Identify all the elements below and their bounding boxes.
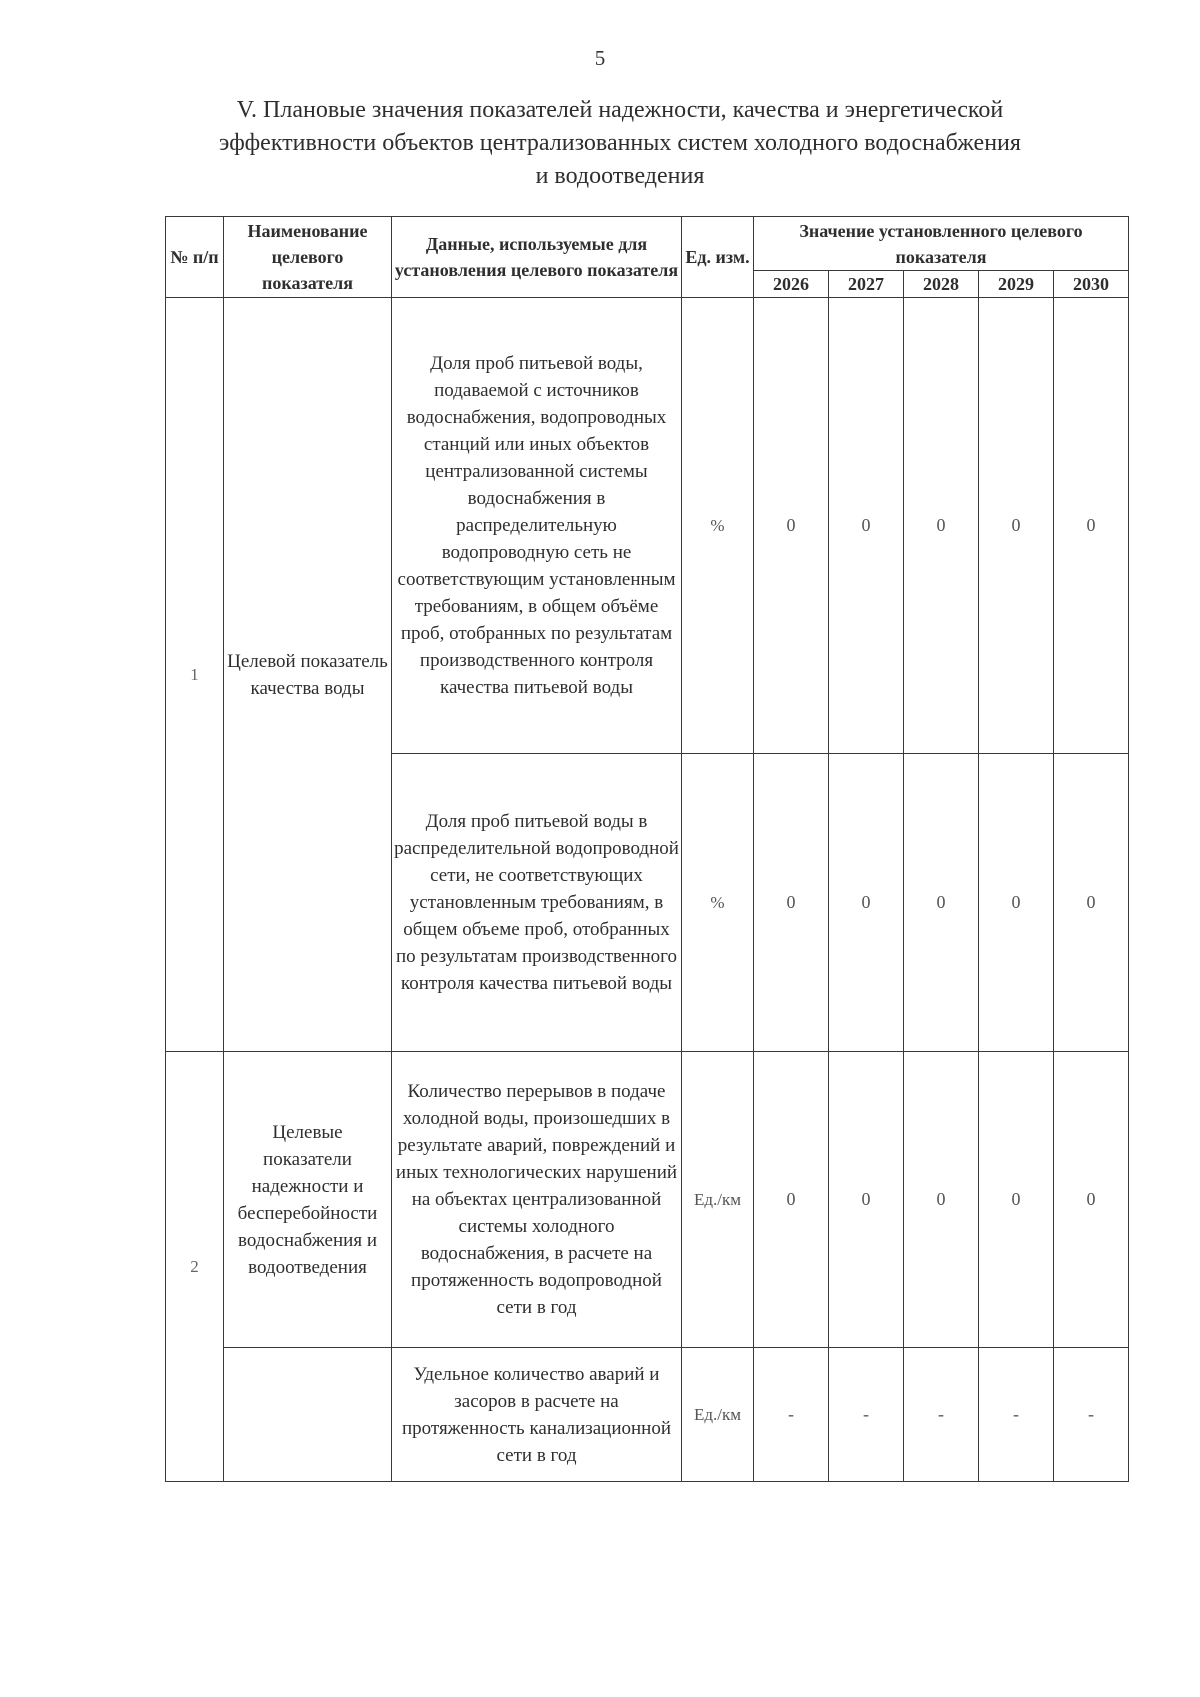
- unit-cell: %: [682, 754, 754, 1052]
- value-cell: 0: [829, 1052, 904, 1348]
- section-title-line-1: V. Плановые значения показателей надежности, качества и энергетической: [236, 97, 1004, 123]
- value-cell: -: [754, 1348, 829, 1482]
- header-target-value: Значение установленного целевого показателя: [754, 217, 1129, 271]
- value-cell: 0: [1054, 754, 1129, 1052]
- section-title-line-3: и водоотведения: [535, 163, 705, 189]
- section-title: [170, 94, 1070, 193]
- header-year: 2027: [829, 271, 904, 298]
- header-year: 2030: [1054, 271, 1129, 298]
- value-cell: -: [829, 1348, 904, 1482]
- value-cell: 0: [754, 754, 829, 1052]
- unit-cell: %: [682, 298, 754, 754]
- header-number: № п/п: [166, 217, 224, 298]
- header-year: 2028: [904, 271, 979, 298]
- indicators-table: [165, 216, 1129, 1482]
- value-cell: -: [1054, 1348, 1129, 1482]
- value-cell: -: [979, 1348, 1054, 1482]
- value-cell: 0: [829, 754, 904, 1052]
- header-indicator-name: Наименование целевого показателя: [224, 217, 392, 298]
- header-year: 2029: [979, 271, 1054, 298]
- indicator-name: Целевой показатель качества воды: [224, 298, 392, 1052]
- table-row: [166, 298, 1129, 754]
- section-title-line-2: эффективности объектов централизованных систем холодного водоснабжения: [219, 130, 1021, 156]
- page-number: 5: [594, 46, 606, 70]
- header-unit: Ед. изм.: [682, 217, 754, 298]
- indicator-description: Доля проб питьевой воды, подаваемой с источников водоснабжения, водопроводных станций или иных объектов централизованной системы водоснабжения в распределительную водопроводную сеть не соответствующим установленным требованиям, в общем объёме проб, отобранных по результатам производственного контроля качества питьевой воды: [392, 298, 682, 754]
- value-cell: 0: [904, 298, 979, 754]
- value-cell: 0: [1054, 298, 1129, 754]
- unit-cell: Ед./км: [682, 1348, 754, 1482]
- indicator-description: Количество перерывов в подаче холодной воды, произошедших в результате аварий, повреждений и иных технологических нарушений на объектах централизованной системы холодного водоснабжения, в расчете на протяженность водопроводной сети в год: [392, 1052, 682, 1348]
- unit-cell: Ед./км: [682, 1052, 754, 1348]
- row-number: 1: [166, 298, 224, 1052]
- table-row: [166, 1348, 1129, 1482]
- value-cell: 0: [979, 1052, 1054, 1348]
- value-cell: 0: [754, 298, 829, 754]
- indicator-name-empty: [224, 1348, 392, 1482]
- table-row: [166, 1052, 1129, 1348]
- value-cell: -: [904, 1348, 979, 1482]
- indicator-description: Доля проб питьевой воды в распределительной водопроводной сети, не соответствующих установленным требованиям, в общем объеме проб, отобранных по результатам производственного контроля качества питьевой воды: [392, 754, 682, 1052]
- indicator-description: Удельное количество аварий и засоров в расчете на протяженность канализационной сети в год: [392, 1348, 682, 1482]
- row-number: 2: [166, 1052, 224, 1482]
- value-cell: 0: [979, 298, 1054, 754]
- value-cell: 0: [754, 1052, 829, 1348]
- header-source-data: Данные, используемые для установления целевого показателя: [392, 217, 682, 298]
- value-cell: 0: [829, 298, 904, 754]
- value-cell: 0: [904, 754, 979, 1052]
- value-cell: 0: [904, 1052, 979, 1348]
- indicator-name: Целевые показатели надежности и бесперебойности водоснабжения и водоотведения: [224, 1052, 392, 1348]
- value-cell: 0: [1054, 1052, 1129, 1348]
- value-cell: 0: [979, 754, 1054, 1052]
- header-year: 2026: [754, 271, 829, 298]
